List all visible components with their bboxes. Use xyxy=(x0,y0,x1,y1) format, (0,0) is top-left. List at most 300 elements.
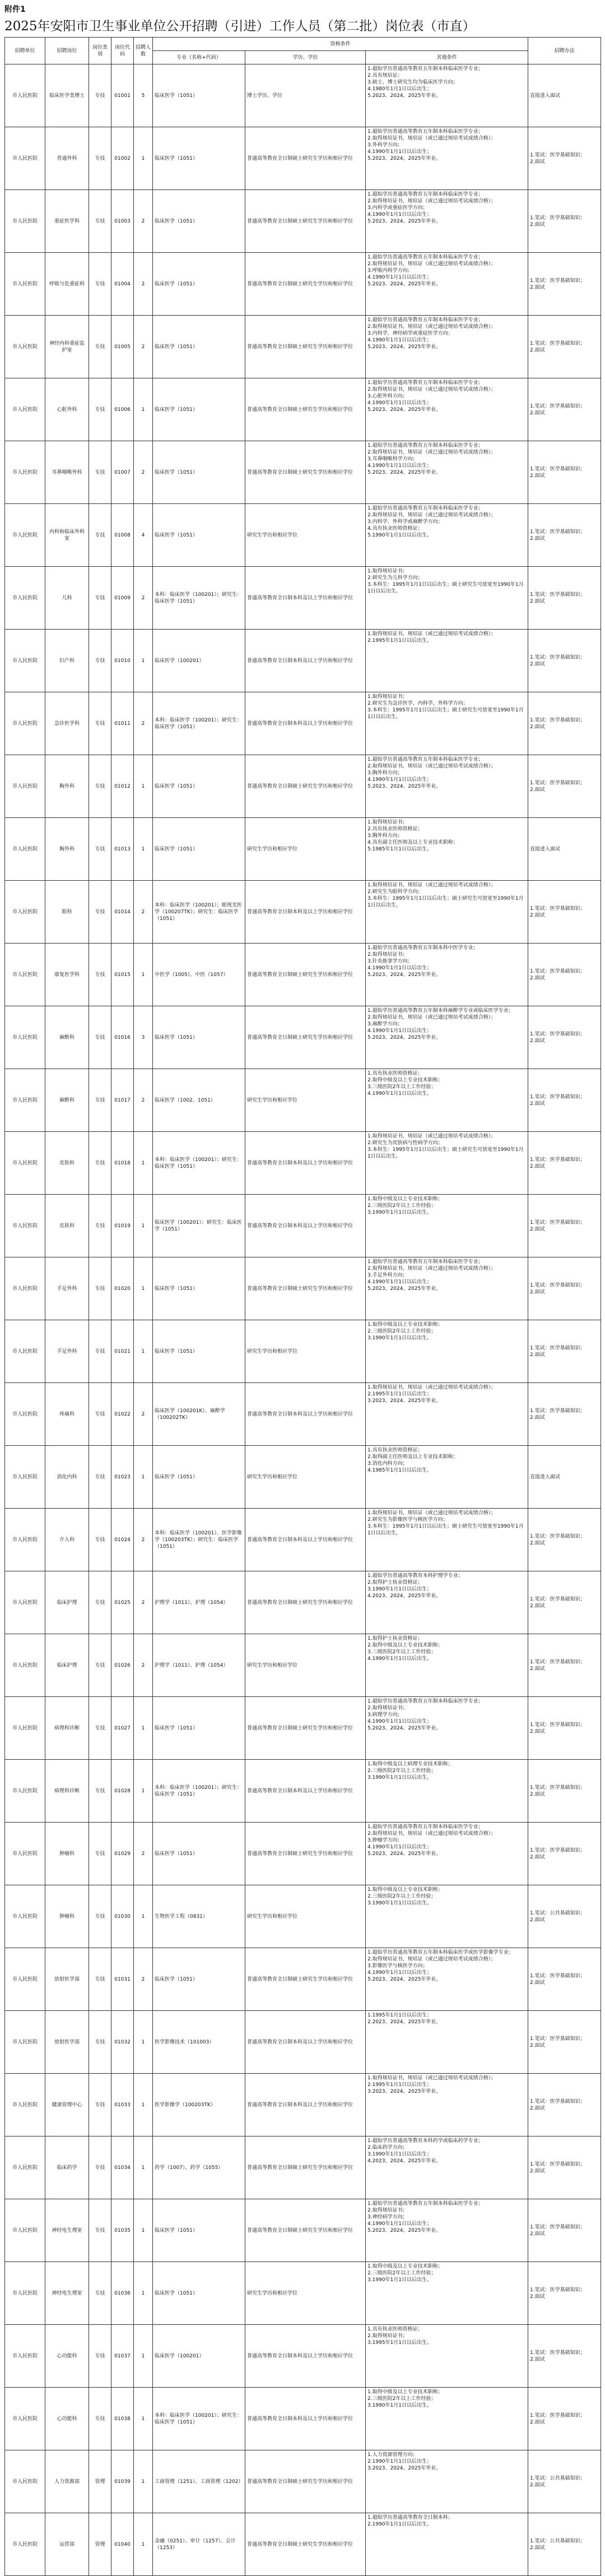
cell-other: 1.超始学历普通高等教育五年制本科临床医学专业； 2.取得规培证书； 3.神经病学方向； 4.1990年1月1日以后出生； 5.2023、2024、2025年毕业。 xyxy=(366,2199,528,2262)
cell-position: 呼吸与危重症科 xyxy=(45,253,89,316)
cell-category: 专技 xyxy=(89,1383,111,1446)
cell-code: 01005 xyxy=(111,316,134,378)
cell-major: 临床医学（1051） xyxy=(153,1006,245,1069)
cell-count: 1 xyxy=(134,2325,153,2388)
header-count: 招聘人数 xyxy=(134,38,153,64)
cell-other: 1.超始学历普通高等教育五年制本科中医学专业； 2.取得规培证书； 3.针灸推拿学方向； 4.1990年1月1日以后出生； 5.2023、2024、2025年毕业。 xyxy=(366,944,528,1006)
cell-count: 4 xyxy=(134,504,153,567)
cell-method: 1.笔试：医学基础知识； 2.面试 xyxy=(528,190,601,253)
cell-position: 耳鼻咽喉外科 xyxy=(45,441,89,504)
cell-count: 2 xyxy=(134,1509,153,1571)
cell-count: 1 xyxy=(134,127,153,190)
cell-other: 1.取得规培证书，规培证（或已通过规培考试成绩合格）； 2.研究生为眼科学方向； 3.本科生：1995年1月1日以后出生；硕士研究生可放宽至1990年1月1日以后出生。 xyxy=(366,881,528,944)
cell-code: 01011 xyxy=(111,692,134,755)
cell-other: 1.取得规培证书，规培证（或已通过规培考试成绩合格）； 2.1995年1月1日以后出生； 3.2023、2024、2025年毕业。 xyxy=(366,2074,528,2136)
cell-code: 01013 xyxy=(111,818,134,881)
cell-degree: 研究生学历和相应学位 xyxy=(245,2262,366,2325)
cell-degree: 研究生学历和相应学位 xyxy=(245,1320,366,1383)
cell-code: 01032 xyxy=(111,2011,134,2074)
cell-unit: 市人民医院 xyxy=(5,1509,45,1571)
cell-major: 临床医学（1051） xyxy=(153,253,245,316)
cell-count: 5 xyxy=(134,64,153,127)
cell-degree: 普通高等教育全日制硕士研究生学历和相应学位 xyxy=(245,755,366,818)
cell-unit: 市人民医院 xyxy=(5,2262,45,2325)
cell-position: 健康管理中心 xyxy=(45,2074,89,2136)
cell-other: 1.取得中级及以上病理专业技术职称； 2.三级医院2年以上工作经验； 3.1990年1月1日以后出生。 xyxy=(366,1760,528,1823)
cell-unit: 市人民医院 xyxy=(5,2199,45,2262)
cell-method: 1.笔试：医学基础知识； 2.面试 xyxy=(528,504,601,567)
cell-major: 医学影像技术（101003） xyxy=(153,2011,245,2074)
cell-method: 1.笔试：公共基础知识； 2.面试 xyxy=(528,2450,601,2513)
cell-degree: 普通高等教育全日制本科及以上学历和相应学位 xyxy=(245,1195,366,1257)
cell-category: 专技 xyxy=(89,567,111,630)
cell-method: 1.笔试：医学基础知识； 2.面试 xyxy=(528,1823,601,1885)
cell-method: 1.笔试：医学基础知识； 2.面试 xyxy=(528,944,601,1006)
cell-code: 01015 xyxy=(111,944,134,1006)
cell-major: 临床医学（1051） xyxy=(153,1823,245,1885)
cell-position: 儿科 xyxy=(45,567,89,630)
cell-other: 1.取得护士执业资格证； 2.取得中级及以上专业技术职称； 3.三级医院2年以上工作经验； 4.1990年1月1日以后出生。 xyxy=(366,1634,528,1697)
cell-other: 1.取得规培证书，规培证（或已通过规培考试成绩合格）； 2.研究生为影像医学与核医学方向； 3.本科生：1995年1月1日以后出生；硕士研究生可放宽至1990年1月1日以后出生。 xyxy=(366,1509,528,1571)
cell-other: 1.超始学历普通高等教育五年制本科临床医学专业； 2.取得规培证书，规培证（或已通过规培考试成绩合格）； 3.外科学方向； 4.1990年1月1日以后出生； 5.2023、2024、2025年毕业。 xyxy=(366,127,528,190)
cell-degree: 普通高等教育全日制硕士研究生学历和相应学位 xyxy=(245,2199,366,2262)
cell-major: 临床医学（100201） xyxy=(153,630,245,692)
cell-major: 临床医学（1051） xyxy=(153,2199,245,2262)
cell-category: 专技 xyxy=(89,1823,111,1885)
cell-position: 胸外科 xyxy=(45,818,89,881)
cell-degree: 普通高等教育全日制硕士研究生学历和相应学位 xyxy=(245,127,366,190)
cell-category: 专技 xyxy=(89,881,111,944)
cell-category: 专技 xyxy=(89,1446,111,1509)
cell-position: 皮肤科 xyxy=(45,1195,89,1257)
cell-other: 1.取得规培证书； 2.研究生为急诊医学、内科学、外科学方向； 3.本科生：1995年1月1日以后出生；硕士研究生可放宽至1990年1月1日以后出生。 xyxy=(366,692,528,755)
cell-category: 管理 xyxy=(89,2513,111,2576)
cell-position: 妇产科 xyxy=(45,630,89,692)
cell-unit: 市人民医院 xyxy=(5,1069,45,1132)
cell-unit: 市人民医院 xyxy=(5,316,45,378)
cell-method: 1.笔试：医学基础知识； 2.面试 xyxy=(528,2074,601,2136)
cell-category: 专技 xyxy=(89,1320,111,1383)
cell-count: 1 xyxy=(134,2011,153,2074)
cell-degree: 普通高等教育全日制本科及以上学历和相应学位 xyxy=(245,1383,366,1446)
cell-code: 01026 xyxy=(111,1634,134,1697)
cell-category: 专技 xyxy=(89,1006,111,1069)
cell-position: 胸外科 xyxy=(45,755,89,818)
cell-position: 病理科诊断 xyxy=(45,1760,89,1823)
header-code: 岗位代码 xyxy=(111,38,134,64)
cell-category: 专技 xyxy=(89,378,111,441)
cell-major: 临床医学（1051） xyxy=(153,1697,245,1760)
cell-method: 1.笔试：医学基础知识； 2.面试 xyxy=(528,1132,601,1195)
cell-unit: 市人民医院 xyxy=(5,1571,45,1634)
cell-method: 1.笔试：医学基础知识； 2.面试 xyxy=(528,1697,601,1760)
cell-other: 1.取得中级及以上专业技术职称； 2.三级医院2年以上工作经验； 3.1990年1月1日以后出生。 xyxy=(366,2388,528,2450)
cell-degree: 普通高等教育全日制硕士研究生学历和相应学位 xyxy=(245,1823,366,1885)
cell-category: 专技 xyxy=(89,630,111,692)
cell-other: 1.超始学历普通高等教育五年制本科临床医学专业； 2.取得规培证书，规培证（或已通过规培考试成绩合格）； 3.肿瘤学方向； 4.1990年1月1日以后出生； 5.2023、2024、2025年毕业。 xyxy=(366,1823,528,1885)
cell-count: 1 xyxy=(134,2136,153,2199)
cell-other: 1.取得中级及以上专业技术职称； 2.三级医院2年以上工作经验； 3.1990年1月1日以后出生。 xyxy=(366,2262,528,2325)
cell-method: 1.笔试：医学基础知识； 2.面试 xyxy=(528,2199,601,2262)
cell-position: 手足外科 xyxy=(45,1320,89,1383)
cell-count: 2 xyxy=(134,692,153,755)
cell-category: 专技 xyxy=(89,1509,111,1571)
cell-degree: 普通高等教育全日制本科及以上学历和相应学位 xyxy=(245,2011,366,2074)
cell-count: 2 xyxy=(134,1571,153,1634)
cell-method: 1.笔试：医学基础知识； 2.面试 xyxy=(528,1634,601,1697)
cell-major: 护理学（1011）、护理（1054） xyxy=(153,1571,245,1634)
cell-other: 1.超始学历普通高等教育五年制本科临床医学专业； 2.取得规培证书，规培证（或已通过规培考试成绩合格）； 3.内科学、神经病学或重症医学方向； 4.1990年1月1日以后出生； 5.2023、2024、2025年毕业。 xyxy=(366,316,528,378)
cell-other: 1.具有执业医师资格证； 2.取得副主任医师及以上专业技术职称； 3.消化内科方向； 4.1985年1月1日以后出生。 xyxy=(366,1446,528,1509)
cell-unit: 市人民医院 xyxy=(5,1446,45,1509)
cell-category: 专技 xyxy=(89,818,111,881)
table-row xyxy=(5,2450,601,2513)
cell-position: 临床药学 xyxy=(45,2136,89,2199)
cell-other: 1.超始学历普通高等教育五年制本科临床医学专业； 2.取得规培证书； 3.病理学方向； 4.1990年1月1日以后出生； 5.2023、2024、2025年毕业。 xyxy=(366,1697,528,1760)
cell-unit: 市人民医院 xyxy=(5,2388,45,2450)
cell-other: 1.超始学历普通高等教育五年制本科麻醉学专业或临床医学专业； 2.取得规培证书，规培证（或已通过规培考试成绩合格）； 3.麻醉学方向； 4.1990年1月1日以后出生； 5.2023、2024、2025年毕业。 xyxy=(366,1006,528,1069)
cell-major: 本科：临床医学（100201）；眼视光医学（100207TK）；研究生：临床医学（1051） xyxy=(153,881,245,944)
cell-unit: 市人民医院 xyxy=(5,1383,45,1446)
cell-method: 直接进入面试 xyxy=(528,818,601,881)
cell-other: 1.超始学历普通高等教育全日制本科； 2.1990年1月1日以后出生。 xyxy=(366,2513,528,2576)
cell-count: 1 xyxy=(134,2513,153,2576)
cell-code: 01034 xyxy=(111,2136,134,2199)
cell-method: 1.笔试：医学基础知识； 2.面试 xyxy=(528,441,601,504)
cell-category: 专技 xyxy=(89,504,111,567)
cell-count: 2 xyxy=(134,1634,153,1697)
cell-position: 心功能科 xyxy=(45,2388,89,2450)
cell-major: 临床医学（1051） xyxy=(153,378,245,441)
cell-category: 专技 xyxy=(89,692,111,755)
cell-major: 临床医学（1002、1051） xyxy=(153,1069,245,1132)
cell-position: 放射医学部 xyxy=(45,1948,89,2011)
table-row xyxy=(5,1257,601,1320)
cell-code: 01019 xyxy=(111,1195,134,1257)
cell-code: 01017 xyxy=(111,1069,134,1132)
cell-category: 管理 xyxy=(89,2450,111,2513)
cell-code: 01024 xyxy=(111,1509,134,1571)
table-row xyxy=(5,1634,601,1697)
cell-unit: 市人民医院 xyxy=(5,64,45,127)
cell-position: 神经电生理室 xyxy=(45,2262,89,2325)
table-row xyxy=(5,1509,601,1571)
header-degree: 学历、学位 xyxy=(245,51,366,64)
cell-unit: 市人民医院 xyxy=(5,1257,45,1320)
cell-position: 运营部 xyxy=(45,2513,89,2576)
cell-method: 1.笔试：公共基础知识； 2.面试 xyxy=(528,2513,601,2576)
cell-degree: 普通高等教育全日制本科及以上学历和相应学位 xyxy=(245,2074,366,2136)
cell-count: 1 xyxy=(134,1132,153,1195)
cell-code: 01014 xyxy=(111,881,134,944)
cell-unit: 市人民医院 xyxy=(5,1132,45,1195)
table-row xyxy=(5,1885,601,1948)
cell-method: 1.笔试：医学基础知识； 2.面试 xyxy=(528,127,601,190)
cell-major: 临床医学（1051） xyxy=(153,1948,245,2011)
table-row xyxy=(5,1697,601,1760)
cell-category: 专技 xyxy=(89,127,111,190)
cell-major: 本科：临床医学（100201）；研究生：临床医学（1051） xyxy=(153,2388,245,2450)
cell-method: 1.笔试：医学基础知识； 2.面试 xyxy=(528,630,601,692)
cell-major: 临床医学（1051） xyxy=(153,818,245,881)
cell-category: 专技 xyxy=(89,1760,111,1823)
cell-unit: 市人民医院 xyxy=(5,2136,45,2199)
cell-method: 1.笔试：医学基础知识； 2.面试 xyxy=(528,755,601,818)
cell-major: 药学（1007）、药学（1055） xyxy=(153,2136,245,2199)
cell-position: 康复医学科 xyxy=(45,944,89,1006)
cell-other: 1.取得中级及以上专业技术职称； 2.三级医院2年以上工作经验； 3.1990年1月1日以后出生。 xyxy=(366,1885,528,1948)
cell-count: 1 xyxy=(134,630,153,692)
cell-category: 专技 xyxy=(89,441,111,504)
table-row xyxy=(5,190,601,253)
table-row xyxy=(5,2325,601,2388)
cell-count: 1 xyxy=(134,2450,153,2513)
cell-position: 普通外科 xyxy=(45,127,89,190)
cell-unit: 市人民医院 xyxy=(5,253,45,316)
cell-other: 1.1995年1月1日以后出生； 2.2023、2024、2025年毕业。 xyxy=(366,2011,528,2074)
table-row xyxy=(5,1195,601,1257)
cell-other: 1.超始学历普通高等教育五年制本科临床医学专业； 2.取得规培证书，规培证（或已通过规培考试成绩合格）； 3.呼吸内科学方向； 4.1990年1月1日以后出生； 5.2023、2024、2025年毕业。 xyxy=(366,253,528,316)
table-row xyxy=(5,1383,601,1446)
cell-category: 专技 xyxy=(89,64,111,127)
cell-unit: 市人民医院 xyxy=(5,1760,45,1823)
cell-method: 1.笔试：医学基础知识； 2.面试 xyxy=(528,881,601,944)
cell-count: 1 xyxy=(134,1446,153,1509)
cell-count: 2 xyxy=(134,253,153,316)
cell-other: 1.具有执业医师资格证； 2.取得中级及以上专业技术职称； 3.三级医院2年以上工作经验； 4.1990年1月1日以后出生。 xyxy=(366,1069,528,1132)
position-table xyxy=(4,37,601,2576)
cell-method: 1.笔试：医学基础知识； 2.面试 xyxy=(528,316,601,378)
cell-unit: 市人民医院 xyxy=(5,1634,45,1697)
cell-count: 1 xyxy=(134,1320,153,1383)
cell-method: 1.笔试：医学基础知识； 2.面试 xyxy=(528,2136,601,2199)
cell-unit: 市人民医院 xyxy=(5,1195,45,1257)
cell-degree: 普通高等教育全日制硕士研究生学历和相应学位 xyxy=(245,1697,366,1760)
table-row xyxy=(5,1132,601,1195)
cell-degree: 普通高等教育全日制硕士研究生学历和相应学位 xyxy=(245,2450,366,2513)
table-row xyxy=(5,567,601,630)
table-row xyxy=(5,2074,601,2136)
table-row xyxy=(5,441,601,504)
cell-major: 临床医学（1051） xyxy=(153,2262,245,2325)
cell-major: 本科：临床医学（100201）；研究生：临床医学（1051） xyxy=(153,1760,245,1823)
cell-other: 1.取得规培证书； 2.具有执业医师资格证； 3.胸外科方向； 4.具有副主任医师及以上专业技术职称； 5.1985年1月1日以后出生。 xyxy=(366,818,528,881)
cell-code: 01008 xyxy=(111,504,134,567)
cell-method: 1.笔试：医学基础知识； 2.面试 xyxy=(528,1195,601,1257)
cell-code: 01018 xyxy=(111,1132,134,1195)
cell-unit: 市人民医院 xyxy=(5,190,45,253)
cell-method: 1.笔试：医学基础知识； 2.面试 xyxy=(528,1006,601,1069)
cell-major: 临床医学（1051） xyxy=(153,1446,245,1509)
cell-degree: 普通高等教育全日制硕士研究生学历和相应学位 xyxy=(245,378,366,441)
table-row xyxy=(5,504,601,567)
table-row xyxy=(5,881,601,944)
cell-other: 1.超始学历普通高等教育五年制本科临床医学专业； 2.取得规培证书，规培证（或已通过规培考试成绩合格）； 3.耳鼻咽喉科学方向； 4.1990年1月1日以后出生； 5.2023、2024、2025年毕业。 xyxy=(366,441,528,504)
cell-position: 神经电生理室 xyxy=(45,2199,89,2262)
table-row xyxy=(5,316,601,378)
cell-code: 01039 xyxy=(111,2450,134,2513)
cell-unit: 市人民医院 xyxy=(5,755,45,818)
cell-degree: 普通高等教育全日制硕士研究生学历和相应学位 xyxy=(245,1571,366,1634)
cell-degree: 普通高等教育全日制本科及以上学历和相应学位 xyxy=(245,567,366,630)
cell-category: 专技 xyxy=(89,190,111,253)
cell-category: 专技 xyxy=(89,1069,111,1132)
table-row xyxy=(5,253,601,316)
cell-major: 临床医学（1051） xyxy=(153,1257,245,1320)
cell-degree: 普通高等教育全日制硕士研究生学历和相应学位 xyxy=(245,190,366,253)
cell-category: 专技 xyxy=(89,1885,111,1948)
cell-count: 1 xyxy=(134,2262,153,2325)
cell-major: 临床医学（1051） xyxy=(153,190,245,253)
cell-count: 1 xyxy=(134,2388,153,2450)
cell-major: 医学影像学（100203TK） xyxy=(153,2074,245,2136)
cell-other: 1.超始学历普通高等教育五年制本科临床医学专业； 2.取得规培证书，规培证（或已通过规培考试成绩合格）； 3.心脏外科方向； 4.1990年1月1日以后出生； 5.2023、2024、2025年毕业。 xyxy=(366,378,528,441)
cell-position: 神经内科重症监护室 xyxy=(45,316,89,378)
cell-category: 专技 xyxy=(89,316,111,378)
cell-count: 1 xyxy=(134,1697,153,1760)
cell-degree: 博士学历、学位 xyxy=(245,64,366,127)
cell-unit: 市人民医院 xyxy=(5,2074,45,2136)
cell-code: 01006 xyxy=(111,378,134,441)
cell-count: 2 xyxy=(134,441,153,504)
cell-major: 金融（0251）、审计（1257）、会计（1253） xyxy=(153,2513,245,2576)
table-row xyxy=(5,1069,601,1132)
cell-degree: 研究生学历和相应学位 xyxy=(245,1634,366,1697)
table-row xyxy=(5,2388,601,2450)
cell-code: 01025 xyxy=(111,1571,134,1634)
cell-major: 临床医学（1051） xyxy=(153,441,245,504)
cell-unit: 市人民医院 xyxy=(5,504,45,567)
cell-degree: 普通高等教育全日制本科及以上学历和相应学位 xyxy=(245,1509,366,1571)
cell-code: 01020 xyxy=(111,1257,134,1320)
cell-method: 直接进入面试 xyxy=(528,64,601,127)
table-row xyxy=(5,64,601,127)
header-conditions: 资格条件 xyxy=(153,38,528,51)
cell-degree: 普通高等教育全日制硕士研究生学历和相应学位 xyxy=(245,1006,366,1069)
cell-other: 1.取得规培证书，规培证（或已通过规培考试成绩合格）； 2.研究生为皮肤病与性病学方向； 3.本科生：1995年1月1日以后出生；硕士研究生可放宽至1990年1月1日以后出生。 xyxy=(366,1132,528,1195)
cell-position: 手足外科 xyxy=(45,1257,89,1320)
cell-unit: 市人民医院 xyxy=(5,1823,45,1885)
cell-unit: 市人民医院 xyxy=(5,1697,45,1760)
cell-code: 01036 xyxy=(111,2262,134,2325)
table-row xyxy=(5,692,601,755)
cell-count: 1 xyxy=(134,755,153,818)
cell-category: 专技 xyxy=(89,2388,111,2450)
cell-code: 01028 xyxy=(111,1760,134,1823)
cell-position: 心脏外科 xyxy=(45,378,89,441)
cell-code: 01022 xyxy=(111,1383,134,1446)
cell-unit: 市人民医院 xyxy=(5,818,45,881)
table-row xyxy=(5,1006,601,1069)
cell-category: 专技 xyxy=(89,1948,111,2011)
cell-code: 01012 xyxy=(111,755,134,818)
cell-degree: 研究生学历和相应学位 xyxy=(245,1446,366,1509)
cell-degree: 普通高等教育全日制硕士研究生学历和相应学位 xyxy=(245,316,366,378)
header-other: 其他条件 xyxy=(366,51,528,64)
cell-unit: 市人民医院 xyxy=(5,2513,45,2576)
cell-unit: 市人民医院 xyxy=(5,1885,45,1948)
cell-degree: 普通高等教育全日制硕士研究生学历和相应学位 xyxy=(245,2136,366,2199)
table-row xyxy=(5,630,601,692)
cell-position: 心功能科 xyxy=(45,2325,89,2388)
document-title: 2025年安阳市卫生事业单位公开招聘（引进）工作人员（第二批）岗位表（市直） xyxy=(4,19,476,34)
table-row xyxy=(5,2011,601,2074)
cell-degree: 普通高等教育全日制本科及以上学历和相应学位 xyxy=(245,1760,366,1823)
cell-code: 01003 xyxy=(111,190,134,253)
cell-unit: 市人民医院 xyxy=(5,2450,45,2513)
cell-position: 急诊医学科 xyxy=(45,692,89,755)
cell-position: 麻醉科 xyxy=(45,1069,89,1132)
cell-method: 1.笔试：医学基础知识； 2.面试 xyxy=(528,2325,601,2388)
cell-method: 1.笔试：医学基础知识； 2.面试 xyxy=(528,1383,601,1446)
cell-position: 眼科 xyxy=(45,881,89,944)
cell-method: 直接进入面试 xyxy=(528,1446,601,1509)
cell-category: 专技 xyxy=(89,2074,111,2136)
cell-major: 临床医学（1051） xyxy=(153,755,245,818)
cell-category: 专技 xyxy=(89,1571,111,1634)
cell-position: 内科和临床外科室 xyxy=(45,504,89,567)
cell-major: 护理学（1011）、护理（1054） xyxy=(153,1634,245,1697)
cell-code: 01021 xyxy=(111,1320,134,1383)
cell-unit: 市人民医院 xyxy=(5,692,45,755)
cell-major: 临床医学（100201）；研究生：临床医学（1051） xyxy=(153,1195,245,1257)
cell-code: 01038 xyxy=(111,2388,134,2450)
cell-degree: 普通高等教育全日制硕士研究生学历和相应学位 xyxy=(245,441,366,504)
cell-method: 1.笔试：公共基础知识； 2.面试 xyxy=(528,1885,601,1948)
table-row xyxy=(5,2136,601,2199)
header-unit: 招聘单位 xyxy=(5,38,45,64)
cell-unit: 市人民医院 xyxy=(5,881,45,944)
cell-unit: 市人民医院 xyxy=(5,2325,45,2388)
cell-degree: 普通高等教育全日制硕士研究生学历和相应学位 xyxy=(245,944,366,1006)
table-row xyxy=(5,127,601,190)
cell-other: 1.超始学历普通高等教育五年制本科临床医学或医学影像学专业； 2.取得规培证书，规培证（或已通过规培考试成绩合格）； 3.影像医学与核医学方向； 4.1990年1月1日以后出生； 5.2023、2024、2025年毕业。 xyxy=(366,1948,528,2011)
cell-unit: 市人民医院 xyxy=(5,630,45,692)
cell-code: 01007 xyxy=(111,441,134,504)
cell-category: 专技 xyxy=(89,755,111,818)
cell-code: 01035 xyxy=(111,2199,134,2262)
cell-degree: 研究生学历和相应学位 xyxy=(245,504,366,567)
cell-count: 1 xyxy=(134,818,153,881)
cell-method: 1.笔试：医学基础知识； 2.面试 xyxy=(528,2262,601,2325)
cell-unit: 市人民医院 xyxy=(5,1320,45,1383)
cell-other: 1.超始学历普通高等教育五年制本科临床医学专业； 2.具有规培证； 3.硕士、博士研究生均为临床医学方向； 4.1980年1月1日以后出生； 5.2023、2024、2025年毕业。 xyxy=(366,64,528,127)
cell-method: 1.笔试：医学基础知识； 2.面试 xyxy=(528,1257,601,1320)
cell-code: 01031 xyxy=(111,1948,134,2011)
table-row xyxy=(5,818,601,881)
table-row xyxy=(5,944,601,1006)
cell-count: 2 xyxy=(134,881,153,944)
cell-position: 放射医学部 xyxy=(45,2011,89,2074)
cell-count: 1 xyxy=(134,378,153,441)
table-row xyxy=(5,1948,601,2011)
cell-count: 2 xyxy=(134,316,153,378)
cell-code: 01027 xyxy=(111,1697,134,1760)
cell-count: 2 xyxy=(134,1383,153,1446)
cell-major: 临床医学（1051） xyxy=(153,504,245,567)
cell-major: 临床医学（1051） xyxy=(153,316,245,378)
cell-degree: 普通高等教育全日制硕士研究生学历和相应学位 xyxy=(245,1257,366,1320)
cell-degree: 普通高等教育全日制本科及以上学历和相应学位 xyxy=(245,2388,366,2450)
cell-position: 重症医学科 xyxy=(45,190,89,253)
header-category: 岗位类别 xyxy=(89,38,111,64)
cell-major: 本科：临床医学（100201）；研究生：临床医学（1051） xyxy=(153,567,245,630)
cell-unit: 市人民医院 xyxy=(5,441,45,504)
cell-method: 1.笔试：医学基础知识； 2.面试 xyxy=(528,1509,601,1571)
cell-other: 1.人力资源管理方向； 2.1990年1月1日以后出生； 3.2023、2024、2025年毕业。 xyxy=(366,2450,528,2513)
cell-count: 1 xyxy=(134,1257,153,1320)
cell-degree: 普通高等教育全日制本科及以上学历和相应学位 xyxy=(245,1132,366,1195)
